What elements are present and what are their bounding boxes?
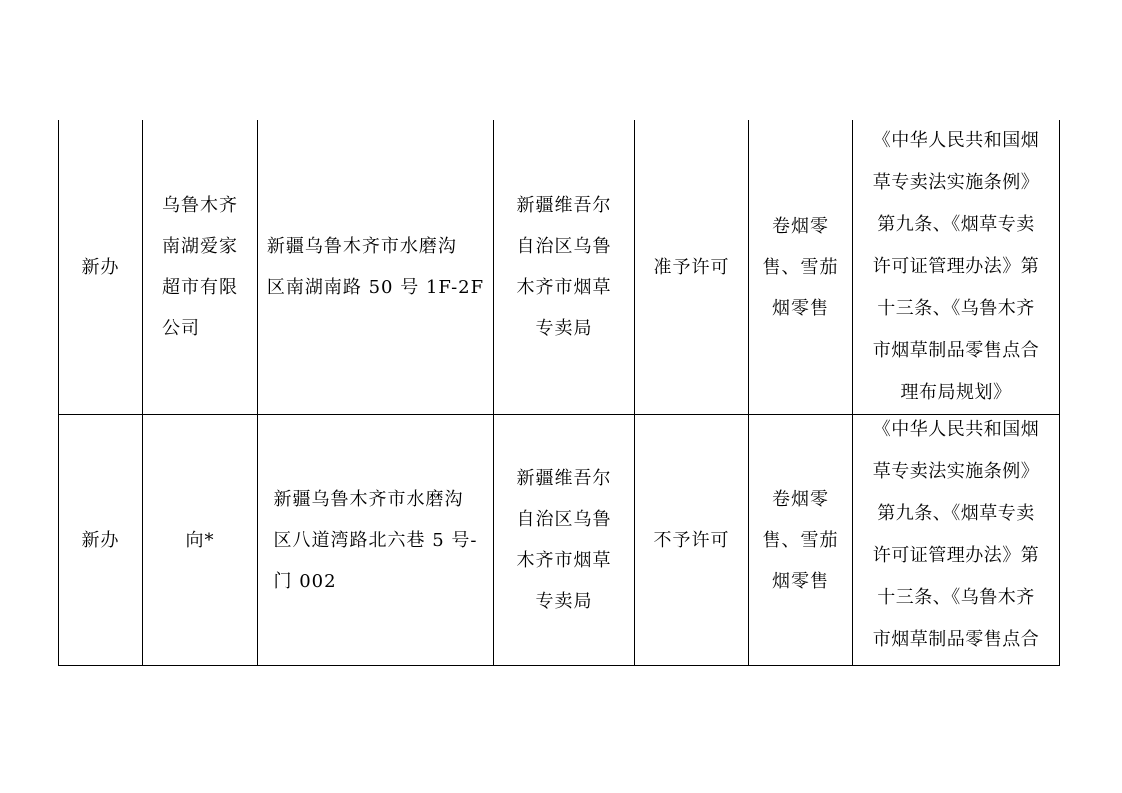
cell-authority: 新疆维吾尔 自治区乌鲁 木齐市烟草 专卖局 bbox=[494, 120, 635, 415]
table-row bbox=[59, 415, 1060, 666]
license-decision-table bbox=[58, 120, 1060, 666]
table-row bbox=[59, 120, 1060, 415]
cell-address: 新疆乌鲁木齐市水磨沟 区南湖南路 50 号 1F-2F bbox=[258, 120, 494, 415]
cell-scope: 卷烟零 售、雪茄 烟零售 bbox=[749, 415, 853, 666]
cell-basis: 《中华人民共和国烟 草专卖法实施条例》 第九条、《烟草专卖 许可证管理办法》第 十三条、《乌鲁木齐 市烟草制品零售点合 理布局规划》 bbox=[853, 120, 1060, 415]
cell-basis: 《中华人民共和国烟 草专卖法实施条例》 第九条、《烟草专卖 许可证管理办法》第 十三条、《乌鲁木齐 市烟草制品零售点合 bbox=[853, 415, 1060, 666]
cell-applicant: 向* bbox=[143, 415, 258, 666]
cell-type: 新办 bbox=[59, 415, 143, 666]
cell-authority: 新疆维吾尔 自治区乌鲁 木齐市烟草 专卖局 bbox=[494, 415, 635, 666]
cell-decision: 准予许可 bbox=[635, 120, 749, 415]
cell-decision: 不予许可 bbox=[635, 415, 749, 666]
cell-address: 新疆乌鲁木齐市水磨沟 区八道湾路北六巷 5 号- 门 002 bbox=[258, 415, 494, 666]
cell-type: 新办 bbox=[59, 120, 143, 415]
cell-applicant: 乌鲁木齐 南湖爱家 超市有限 公司 bbox=[143, 120, 258, 415]
cell-scope: 卷烟零 售、雪茄 烟零售 bbox=[749, 120, 853, 415]
